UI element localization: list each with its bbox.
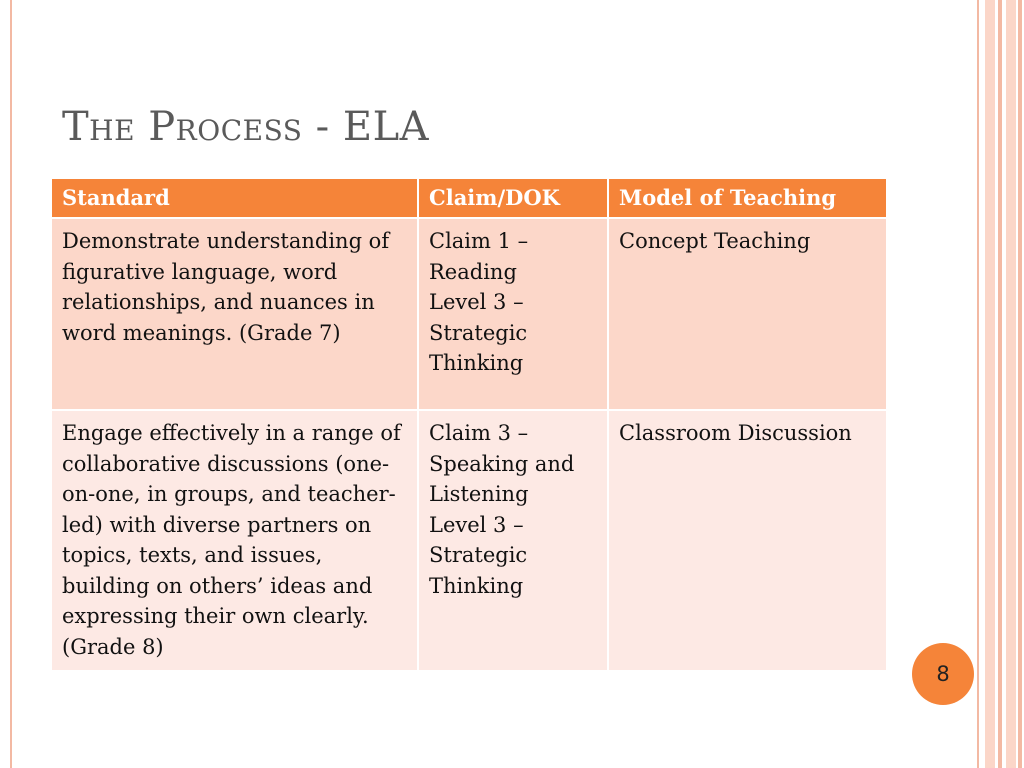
right-decor-stripe [977, 0, 979, 768]
page-number: 8 [936, 662, 950, 686]
claim-dok-cell [418, 410, 608, 671]
left-border-rule [10, 0, 12, 768]
claim-dok-line: Claim 1 – [429, 229, 529, 253]
slide-title: The Process - ELA [62, 104, 430, 150]
claim-dok-line: Claim 3 – [429, 421, 529, 445]
claim-dok-line: Strategic [429, 320, 528, 345]
model-cell: Classroom Discussion [608, 410, 887, 671]
ela-process-table [52, 179, 888, 672]
right-decor-stripe [1006, 0, 1016, 768]
table-row [52, 410, 887, 671]
page-number-badge [912, 643, 974, 705]
right-decor-stripe [998, 0, 1002, 768]
claim-dok-line: Listening [429, 482, 529, 506]
claim-dok-line: Speaking and [429, 451, 575, 476]
right-decor-stripe [1018, 0, 1022, 768]
claim-dok-line: Reading [429, 259, 517, 284]
standard-cell: Engage effectively in a range of collaborative discussions (one-on-one, in groups, and teacher-led) with diverse partners on topics, texts, and issues, building on others’ ideas and expressing their own clearly. (Grade 8) [52, 410, 418, 671]
right-decor-stripe [985, 0, 995, 768]
header-model-of-teaching: Model of Teaching [608, 179, 887, 218]
table-row [52, 218, 887, 410]
claim-dok-line: Strategic [429, 543, 528, 567]
header-claim-dok: Claim/DOK [418, 179, 608, 218]
claim-dok-line: Thinking [429, 351, 524, 375]
claim-dok-line: Level 3 – [429, 290, 524, 314]
header-standard: Standard [52, 179, 418, 218]
standard-cell: Demonstrate understanding of figurative language, word relationships, and nuances in word meanings. (Grade 7) [52, 218, 418, 410]
claim-dok-line: Thinking [429, 573, 524, 598]
table-header-row [52, 179, 887, 218]
claim-dok-cell [418, 218, 608, 410]
claim-dok-line: Level 3 – [429, 512, 524, 537]
model-cell: Concept Teaching [608, 218, 887, 410]
